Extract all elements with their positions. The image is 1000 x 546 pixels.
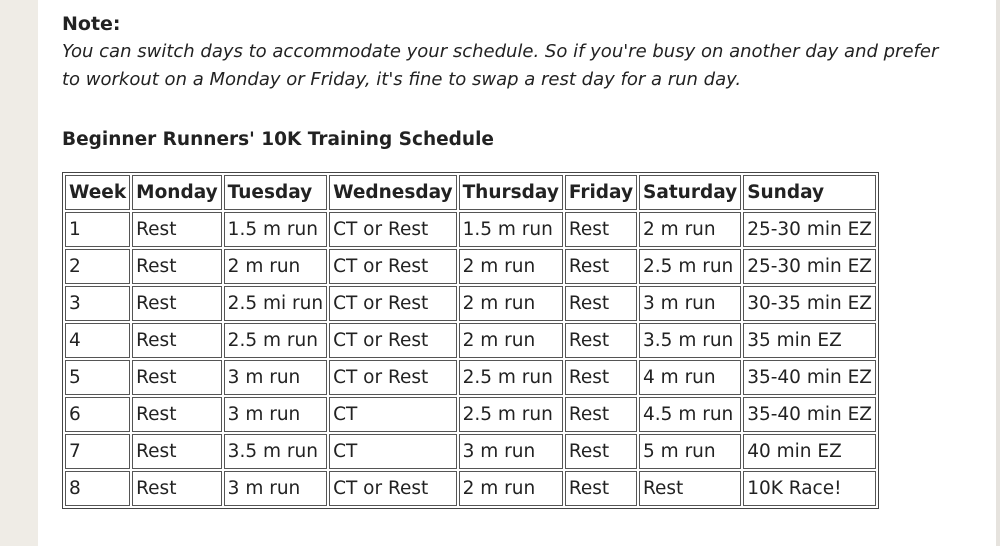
table-header-row (65, 175, 876, 210)
page-edge (996, 0, 1000, 546)
table-cell: 3 m run (639, 286, 741, 321)
table-cell: 1.5 m run (459, 212, 563, 247)
header-saturday: Saturday (639, 175, 741, 210)
schedule-title: Beginner Runners' 10K Training Schedule (62, 129, 494, 150)
table-cell: 4.5 m run (639, 397, 741, 432)
table-cell: Rest (132, 249, 222, 284)
table-cell: 2.5 mi run (224, 286, 327, 321)
note-heading: Note: (62, 13, 121, 35)
header-sunday: Sunday (743, 175, 876, 210)
table-row (65, 360, 876, 395)
table-row (65, 471, 876, 506)
table-cell: 4 m run (639, 360, 741, 395)
table-cell: CT (329, 397, 456, 432)
table-cell: 6 (65, 397, 130, 432)
table-row (65, 323, 876, 358)
table-cell: 3 m run (459, 434, 563, 469)
table-cell: Rest (565, 249, 637, 284)
table-cell: 3 m run (224, 360, 327, 395)
header-tuesday: Tuesday (224, 175, 327, 210)
header-thursday: Thursday (459, 175, 563, 210)
table-cell: Rest (565, 434, 637, 469)
table-cell: 2 (65, 249, 130, 284)
table-cell: 2 m run (459, 471, 563, 506)
table-cell: CT or Rest (329, 471, 456, 506)
header-week: Week (65, 175, 130, 210)
training-schedule-table (62, 172, 879, 509)
table-row (65, 434, 876, 469)
table-cell: 3 (65, 286, 130, 321)
table-cell: 3.5 m run (224, 434, 327, 469)
header-friday: Friday (565, 175, 637, 210)
table-cell: 35 min EZ (743, 323, 876, 358)
table-cell: 5 m run (639, 434, 741, 469)
table-row (65, 212, 876, 247)
table-cell: 2.5 m run (224, 323, 327, 358)
table-row (65, 249, 876, 284)
table-cell: Rest (565, 286, 637, 321)
table-cell: 40 min EZ (743, 434, 876, 469)
table-cell: 2.5 m run (639, 249, 741, 284)
table-row (65, 286, 876, 321)
table-cell: Rest (639, 471, 741, 506)
table-cell: 2.5 m run (459, 360, 563, 395)
table-cell: Rest (565, 397, 637, 432)
table-cell: Rest (565, 323, 637, 358)
table-cell: CT or Rest (329, 249, 456, 284)
note-text: You can switch days to accommodate your schedule. So if you're busy on another day and prefer to workout on a Monday or Friday, it's fine to swap a rest day for a run day. (62, 41, 939, 90)
table-cell: 35-40 min EZ (743, 397, 876, 432)
table-cell: 7 (65, 434, 130, 469)
table-cell: CT (329, 434, 456, 469)
table-cell: Rest (132, 360, 222, 395)
table-cell: 8 (65, 471, 130, 506)
header-monday: Monday (132, 175, 222, 210)
table-cell: 1 (65, 212, 130, 247)
table-body (65, 212, 876, 506)
table-cell: 2 m run (224, 249, 327, 284)
table-row (65, 397, 876, 432)
table-cell: 10K Race! (743, 471, 876, 506)
table-cell: Rest (132, 212, 222, 247)
table-cell: 2 m run (459, 249, 563, 284)
table-cell: 30-35 min EZ (743, 286, 876, 321)
table-cell: CT or Rest (329, 360, 456, 395)
table-cell: Rest (132, 434, 222, 469)
table-cell: 3.5 m run (639, 323, 741, 358)
table-cell: 3 m run (224, 397, 327, 432)
table-cell: Rest (132, 323, 222, 358)
table-cell: Rest (132, 286, 222, 321)
table-cell: CT or Rest (329, 323, 456, 358)
table-cell: CT or Rest (329, 286, 456, 321)
table-cell: Rest (565, 471, 637, 506)
table-cell: 25-30 min EZ (743, 212, 876, 247)
table-cell: CT or Rest (329, 212, 456, 247)
table-cell: 25-30 min EZ (743, 249, 876, 284)
table-cell: 1.5 m run (224, 212, 327, 247)
table-cell: 4 (65, 323, 130, 358)
table-cell: 2.5 m run (459, 397, 563, 432)
article-page (38, 0, 996, 546)
table-cell: Rest (565, 212, 637, 247)
table-cell: 2 m run (459, 286, 563, 321)
table-cell: 35-40 min EZ (743, 360, 876, 395)
table-cell: 2 m run (639, 212, 741, 247)
table-cell: 3 m run (224, 471, 327, 506)
header-wednesday: Wednesday (329, 175, 456, 210)
table-cell: Rest (565, 360, 637, 395)
table-cell: 5 (65, 360, 130, 395)
table-cell: Rest (132, 397, 222, 432)
table-cell: 2 m run (459, 323, 563, 358)
table-cell: Rest (132, 471, 222, 506)
